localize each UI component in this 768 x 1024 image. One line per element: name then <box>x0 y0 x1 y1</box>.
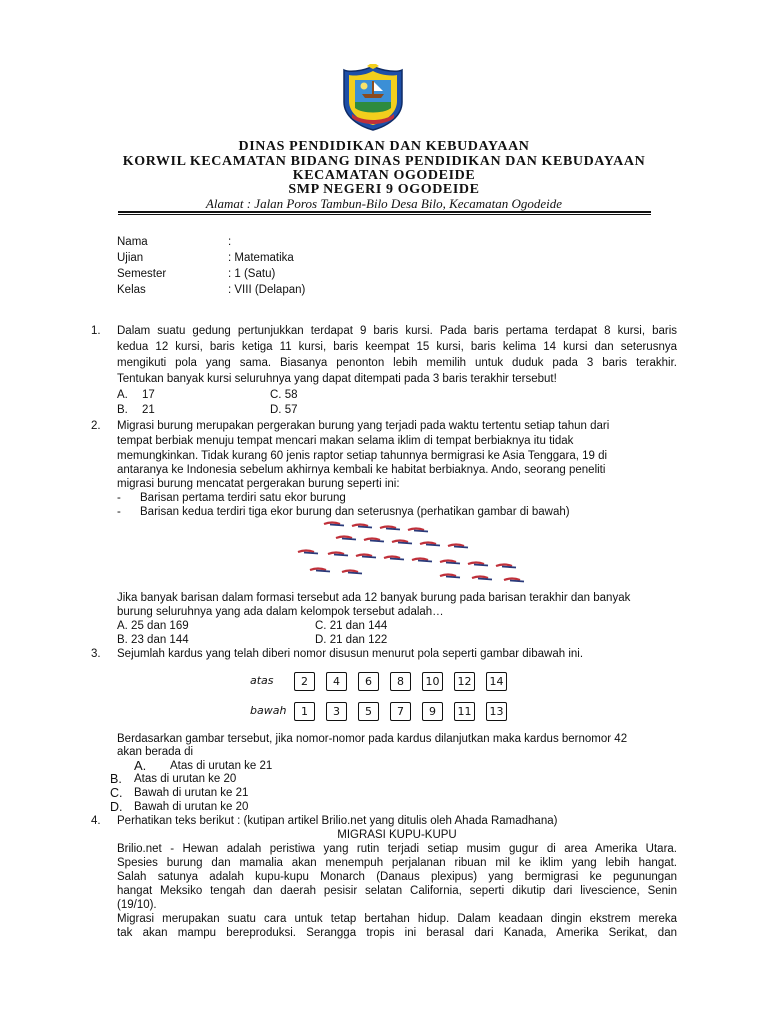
bird-icon <box>384 557 404 560</box>
q3-number: 3. <box>91 648 101 660</box>
q1-line-2: kedua 12 kursi, baris ketiga 11 kursi, baris keempat 15 kursi, baris kelima 14 kursi dan seterusnya <box>117 341 677 353</box>
q3-line: Sejumlah kardus yang telah diberi nomor disusun menurut pola seperti gambar dibawah ini. <box>117 648 584 660</box>
bird-formation-figure <box>290 518 530 584</box>
q2-bullet-2: Barisan kedua terdiri tiga ekor burung dan seterusnya (perhatikan gambar di bawah) <box>140 506 570 518</box>
q3-option-a: Atas di urutan ke 21 <box>170 760 273 772</box>
bird-icon <box>324 523 344 526</box>
bottom-box-7: 7 <box>390 702 411 721</box>
bird-icon <box>472 577 492 580</box>
q1-option-c: C. 58 <box>270 389 298 401</box>
q4-para1-line-1: Brilio.net - Hewan adalah peristiwa yang rutin terjadi setiap musim gugur di area Amerika Utara. <box>117 843 677 855</box>
identity-value-ujian: : Matematika <box>228 252 294 264</box>
identity-label-semester: Semester <box>117 268 167 280</box>
q4-para1-line-3: Salah satunya adalah kupu-kupu Monarch (Danaus plexipus) yang bermigrasi ke pegunungan <box>117 871 677 883</box>
q3-option-a-letter: A. <box>134 758 147 773</box>
top-box-10: 10 <box>422 672 443 691</box>
q4-number: 4. <box>91 815 101 827</box>
bird-icon <box>356 555 376 558</box>
q2-line-4: antaranya ke Indonesia sebelum akhirnya kembali ke habitat berbiaknya. Ando, seorang peneliti <box>117 464 606 476</box>
q1-option-b: 21 <box>142 404 155 416</box>
q2-line-3: memungkinkan. Tidak kurang 60 jenis raptor setiap tahunnya bermigrasi ke Asia Tenggara, 19 di <box>117 450 608 462</box>
header-line-kecamatan: KECAMATAN OGODEIDE <box>292 168 476 183</box>
bird-icon <box>380 527 400 530</box>
q2-after-line-1: Jika banyak barisan dalam formasi tersebut ada 12 banyak burung pada barisan terakhir dan banyak <box>117 592 631 604</box>
q2-bullet-dash-1: - <box>117 492 121 504</box>
box-row-top-label: atas <box>250 674 274 687</box>
q2-line-1: Migrasi burung merupakan pergerakan burung yang terjadi pada waktu tertentu setiap tahun dari <box>117 420 610 432</box>
header-divider <box>118 211 651 213</box>
q1-line-3: mengikuti pola yang sama. Biasanya penonton lebih memilih untuk duduk pada 3 baris terakhir. <box>117 357 677 369</box>
bird-icon <box>504 579 524 582</box>
bird-icon <box>392 541 412 544</box>
q2-bullet-dash-2: - <box>117 506 121 518</box>
q2-number: 2. <box>91 420 101 432</box>
q1-option-a: 17 <box>142 389 155 401</box>
header-line-dinas: DINAS PENDIDIKAN DAN KEBUDAYAAN <box>238 139 530 154</box>
q2-option-b: B. 23 dan 144 <box>117 634 189 646</box>
bird-icon <box>448 545 468 548</box>
box-pattern-figure <box>250 670 520 726</box>
q3-option-c: Bawah di urutan ke 21 <box>134 787 249 799</box>
q4-para1-line-2: Spesies burung dan mamalia akan menempuh perjalanan ribuan mil ke iklim yang lebih hangat. <box>117 857 677 869</box>
q3-option-b: Atas di urutan ke 20 <box>134 773 237 785</box>
q4-line: Perhatikan teks berikut : (kutipan artikel Brilio.net yang ditulis oleh Ahada Ramadhana) <box>117 815 558 827</box>
bird-icon <box>440 575 460 578</box>
bottom-box-13: 13 <box>486 702 507 721</box>
q4-para2-line-2: tak akan mampu bereproduksi. Serangga tropis ini berasal dari Kanada, Amerika Serikat, dan <box>117 927 677 939</box>
bottom-box-11: 11 <box>454 702 475 721</box>
identity-label-kelas: Kelas <box>117 284 146 296</box>
box-row-bottom-label: bawah <box>250 704 287 717</box>
bird-icon <box>328 553 348 556</box>
header-line-school: SMP NEGERI 9 OGODEIDE <box>288 182 480 197</box>
q3-option-c-letter: C. <box>110 786 123 800</box>
header-divider-thin <box>118 214 651 215</box>
q2-option-d: D. 21 dan 122 <box>315 634 388 646</box>
bird-icon <box>352 525 372 528</box>
identity-label-ujian: Ujian <box>117 252 144 264</box>
q4-para2-line-1: Migrasi merupakan suatu cara untuk tetap bertahan hidup. Dalam keadaan dingin ekstrem mereka <box>117 913 677 925</box>
bird-icon <box>412 559 432 562</box>
q4-para1-line-5: (19/10). <box>117 899 157 911</box>
top-box-12: 12 <box>454 672 475 691</box>
bird-icon <box>468 563 488 566</box>
bird-icon <box>298 551 318 554</box>
q4-para1-line-4: hangat Meksiko tengah dan daerah pesisir selatan California, seperti dikutip dari livescience, Senin <box>117 885 677 897</box>
q2-line-2: tempat berbiak menuju tempat mencari makan selama iklim di tempat berbiaknya itu tidak <box>117 435 574 447</box>
bird-icon <box>408 529 428 532</box>
bottom-box-3: 3 <box>326 702 347 721</box>
q3-option-d: Bawah di urutan ke 20 <box>134 801 249 813</box>
header-address: Alamat : Jalan Poros Tambun-Bilo Desa Bilo, Kecamatan Ogodeide <box>205 196 563 211</box>
q3-after-line-2: akan berada di <box>117 746 194 758</box>
q4-article-title: MIGRASI KUPU-KUPU <box>337 829 457 841</box>
q2-option-a: A. 25 dan 169 <box>117 620 189 632</box>
bird-icon <box>420 543 440 546</box>
bottom-box-1: 1 <box>294 702 315 721</box>
q2-option-c: C. 21 dan 144 <box>315 620 388 632</box>
bird-icon <box>440 561 460 564</box>
regency-emblem-logo <box>342 64 404 132</box>
top-box-4: 4 <box>326 672 347 691</box>
identity-value-kelas: : VIII (Delapan) <box>228 284 306 296</box>
q1-number: 1. <box>91 325 101 337</box>
q1-option-a-letter: A. <box>117 389 128 401</box>
box-row-bottom <box>294 702 520 722</box>
bird-icon <box>496 565 516 568</box>
q2-after-line-2: burung seluruhnya yang ada dalam kelompok tersebut adalah… <box>117 606 444 618</box>
bird-icon <box>336 537 356 540</box>
q3-option-d-letter: D. <box>110 800 123 814</box>
q1-option-b-letter: B. <box>117 404 128 416</box>
q1-line-4: Tentukan banyak kursi seluruhnya yang dapat ditempati pada 3 baris terakhir tersebut! <box>117 373 557 385</box>
q1-line-1: Dalam suatu gedung pertunjukkan terdapat 9 baris kursi. Pada baris pertama terdapat 8 kursi, baris <box>117 325 677 337</box>
top-box-2: 2 <box>294 672 315 691</box>
header-line-korwil: KORWIL KECAMATAN BIDANG DINAS PENDIDIKAN DAN KEBUDAYAAN <box>122 154 646 169</box>
top-box-14: 14 <box>486 672 507 691</box>
bottom-box-5: 5 <box>358 702 379 721</box>
bottom-box-9: 9 <box>422 702 443 721</box>
q1-option-d: D. 57 <box>270 404 298 416</box>
identity-value-semester: : 1 (Satu) <box>228 268 276 280</box>
identity-label-nama: Nama <box>117 236 148 248</box>
identity-value-nama: : <box>228 236 232 248</box>
bird-icon <box>364 539 384 542</box>
box-row-top <box>294 672 520 692</box>
q3-option-b-letter: B. <box>110 772 122 786</box>
bird-icon <box>342 571 362 574</box>
q3-after-line-1: Berdasarkan gambar tersebut, jika nomor-nomor pada kardus dilanjutkan maka kardus bernomor 42 <box>117 733 628 745</box>
q2-bullet-1: Barisan pertama terdiri satu ekor burung <box>140 492 346 504</box>
top-box-8: 8 <box>390 672 411 691</box>
bird-icon <box>310 569 330 572</box>
top-box-6: 6 <box>358 672 379 691</box>
q2-line-5: migrasi burung mencatat pergerakan burung seperti ini: <box>117 478 400 490</box>
